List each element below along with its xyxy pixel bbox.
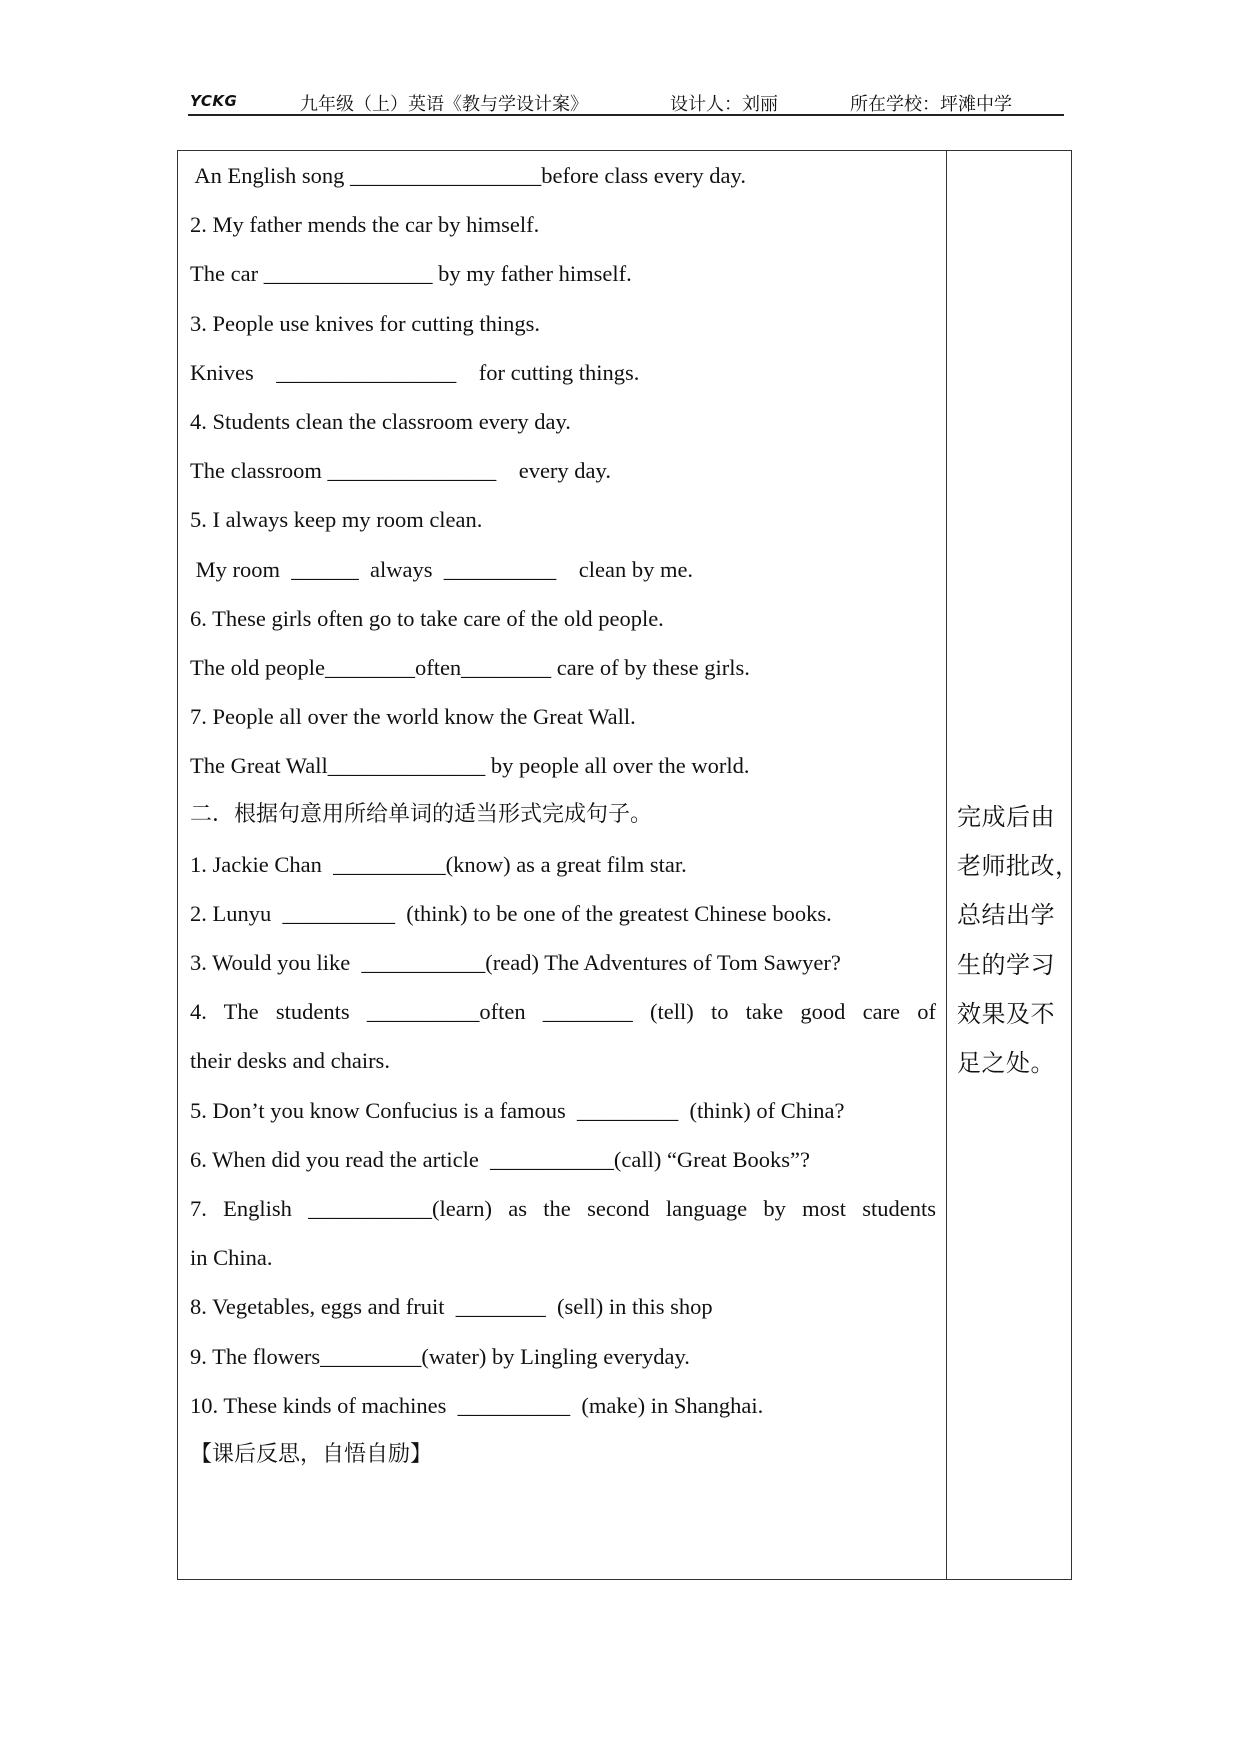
exercise-line: 6. These girls often go to take care of the old people.: [190, 605, 664, 631]
exercise-line: Knives ________________ for cutting things.: [190, 359, 640, 385]
teacher-note-line: 总结出学: [957, 901, 1055, 930]
teacher-note-line: 生的学习: [957, 950, 1055, 979]
exercise-line: The Great Wall______________ by people all over the world.: [190, 753, 750, 779]
exercise-line: 7. People all over the world know the Great Wall.: [190, 704, 636, 730]
exercise-line: 10. These kinds of machines __________ (make) in Shanghai.: [190, 1392, 764, 1418]
exercise-line: 4. The students __________often ________ (tell) to take good care of: [190, 999, 936, 1025]
exercise-line: 3. People use knives for cutting things.: [190, 310, 540, 336]
reflection-heading: 【课后反思，自悟自励】: [190, 1441, 433, 1467]
exercise-line: 5. I always keep my room clean.: [190, 507, 483, 533]
exercise-line: 4. Students clean the classroom every day.: [190, 408, 571, 434]
exercise-column: [190, 151, 936, 1479]
exercise-line: 2. My father mends the car by himself.: [190, 212, 540, 238]
header-school: 所在学校：坪滩中学: [850, 94, 1012, 114]
exercise-line: The old people________often________ care of by these girls.: [190, 654, 750, 680]
page-header: [188, 84, 1064, 116]
exercise-line: their desks and chairs.: [190, 1048, 390, 1074]
worksheet-table: [177, 150, 1080, 1580]
header-logo: YCKG: [190, 92, 238, 110]
teacher-note-line: 完成后由: [957, 803, 1055, 831]
exercise-line: 8. Vegetables, eggs and fruit ________ (sell) in this shop: [190, 1294, 713, 1320]
exercise-line: 6. When did you read the article ___________(call) “Great Books”?: [190, 1146, 811, 1172]
exercise-line: 5. Don’t you know Confucius is a famous _________ (think) of China?: [190, 1097, 845, 1123]
teacher-note-line: 老师批改，: [957, 852, 1080, 881]
header-designer: 设计人：刘丽: [670, 94, 778, 114]
exercise-line: 2. Lunyu __________ (think) to be one of the greatest Chinese books.: [190, 900, 832, 926]
header-title: 九年级（上）英语《教与学设计案》: [300, 94, 588, 114]
teacher-note-column: [957, 793, 1080, 1088]
exercise-line: An English song _________________before class every day.: [190, 163, 746, 188]
exercise-line: in China.: [190, 1245, 273, 1271]
section-heading: 二．根据句意用所给单词的适当形式完成句子。: [190, 802, 653, 828]
exercise-line: The car _______________ by my father himself.: [190, 261, 632, 287]
column-divider: [946, 151, 947, 1579]
teacher-note-line: 效果及不: [957, 999, 1055, 1028]
exercise-line: 7. English ___________(learn) as the second language by most students: [190, 1195, 936, 1221]
exercise-line: My room ______ always __________ clean by me.: [190, 556, 694, 582]
teacher-note-line: 足之处。: [957, 1048, 1055, 1077]
exercise-line: 3. Would you like ___________(read) The Adventures of Tom Sawyer?: [190, 950, 841, 975]
exercise-line: 9. The flowers_________(water) by Lingling everyday.: [190, 1343, 690, 1369]
exercise-line: The classroom _______________ every day.: [190, 458, 611, 484]
exercise-line: 1. Jackie Chan __________(know) as a great film star.: [190, 851, 687, 877]
